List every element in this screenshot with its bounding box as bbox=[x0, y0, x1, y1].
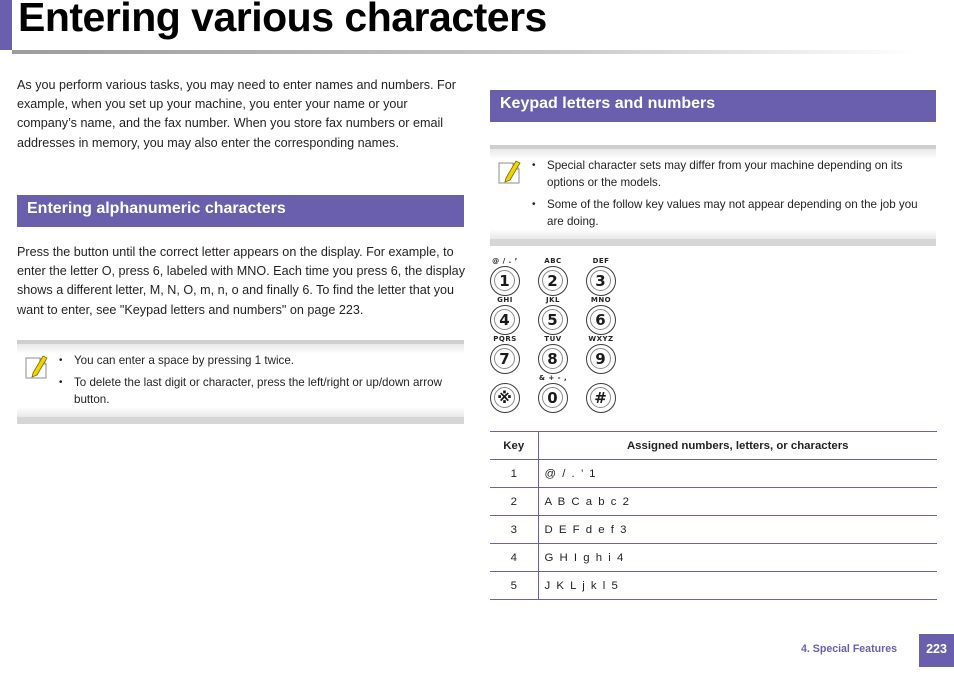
key-hash: # bbox=[586, 383, 616, 413]
table-cell-key: 4 bbox=[490, 544, 538, 572]
table-cell-value: G H I g h i 4 bbox=[538, 544, 937, 572]
key-9: 9 bbox=[586, 344, 616, 374]
table-cell-key: 5 bbox=[490, 572, 538, 600]
page-number: 223 bbox=[919, 634, 954, 667]
key-characters-table bbox=[490, 431, 937, 600]
table-row bbox=[490, 516, 937, 544]
key-1: 1 bbox=[490, 266, 520, 296]
table-cell-key: 2 bbox=[490, 488, 538, 516]
table-header-value: Assigned numbers, letters, or characters bbox=[538, 432, 937, 460]
note-box-alphanumeric bbox=[17, 340, 464, 424]
key-7-letters: PQRS bbox=[493, 335, 517, 343]
note-item: • To delete the last digit or character, press the left/right or up/down arrow button. bbox=[59, 374, 464, 408]
key-2-letters: ABC bbox=[544, 257, 562, 265]
key-3-letters: DEF bbox=[592, 257, 610, 265]
key-5: 5 bbox=[538, 305, 568, 335]
table-row bbox=[490, 460, 937, 488]
section-heading-alphanumeric: Entering alphanumeric characters bbox=[17, 195, 464, 227]
note-list-keypad bbox=[532, 157, 936, 235]
table-header-key: Key bbox=[490, 432, 538, 460]
key-star: ※ bbox=[490, 383, 520, 413]
page-title: Entering various characters bbox=[18, 0, 547, 40]
key-5-letters: JKL bbox=[546, 296, 560, 304]
key-3: 3 bbox=[586, 266, 616, 296]
note-item: • You can enter a space by pressing 1 twice. bbox=[59, 352, 464, 369]
key-6: 6 bbox=[586, 305, 616, 335]
table-cell-key: 3 bbox=[490, 516, 538, 544]
alphanumeric-paragraph: Press the button until the correct letter appears on the display. For example, to enter the letter O, press 6, labeled with MNO. Each time you press 6, the display shows a different letter, M, N, O, m, n, o and finally 6. To find the letter that you want to enter, see "Keypad letters and numbers" on page 223. bbox=[17, 245, 465, 317]
pencil-note-icon bbox=[24, 354, 48, 380]
key-6-letters: MNO bbox=[590, 296, 612, 304]
note-item: • Some of the follow key values may not appear depending on the job you are doing. bbox=[532, 196, 936, 230]
table-header-row bbox=[490, 432, 937, 460]
key-0-letters: & + - , bbox=[538, 374, 568, 382]
table-cell-value: D E F d e f 3 bbox=[538, 516, 937, 544]
key-4-letters: GHI bbox=[497, 296, 513, 304]
footer-chapter: 4. Special Features bbox=[801, 643, 897, 655]
table-row bbox=[490, 488, 937, 516]
note-box-keypad bbox=[490, 145, 936, 246]
table-cell-key: 1 bbox=[490, 460, 538, 488]
key-9-letters: WXYZ bbox=[588, 335, 614, 343]
table-cell-value: J K L j k l 5 bbox=[538, 572, 937, 600]
key-1-letters: @ / . ’ bbox=[492, 257, 518, 265]
key-2: 2 bbox=[538, 266, 568, 296]
key-8: 8 bbox=[538, 344, 568, 374]
pencil-note-icon bbox=[497, 159, 521, 185]
table-row bbox=[490, 544, 937, 572]
table-row bbox=[490, 572, 937, 600]
key-8-letters: TUV bbox=[544, 335, 562, 343]
title-accent-bar bbox=[0, 0, 12, 50]
key-7: 7 bbox=[490, 344, 520, 374]
intro-paragraph: As you perform various tasks, you may need to enter names and numbers. For example, when you set up your machine, you enter your name or your company’s name, and the fax number. When you store fax numbers or email addresses in memory, you may also enter the corresponding names. bbox=[17, 78, 456, 150]
key-4: 4 bbox=[490, 305, 520, 335]
table-cell-value: @ / . ’ 1 bbox=[538, 460, 937, 488]
title-rule bbox=[12, 50, 917, 54]
table-cell-value: A B C a b c 2 bbox=[538, 488, 937, 516]
note-list-alphanumeric bbox=[59, 352, 464, 413]
note-item: • Special character sets may differ from your machine depending on its options or the models. bbox=[532, 157, 936, 191]
keypad-illustration bbox=[490, 255, 620, 415]
key-0: 0 bbox=[538, 383, 568, 413]
section-heading-keypad: Keypad letters and numbers bbox=[490, 90, 936, 122]
